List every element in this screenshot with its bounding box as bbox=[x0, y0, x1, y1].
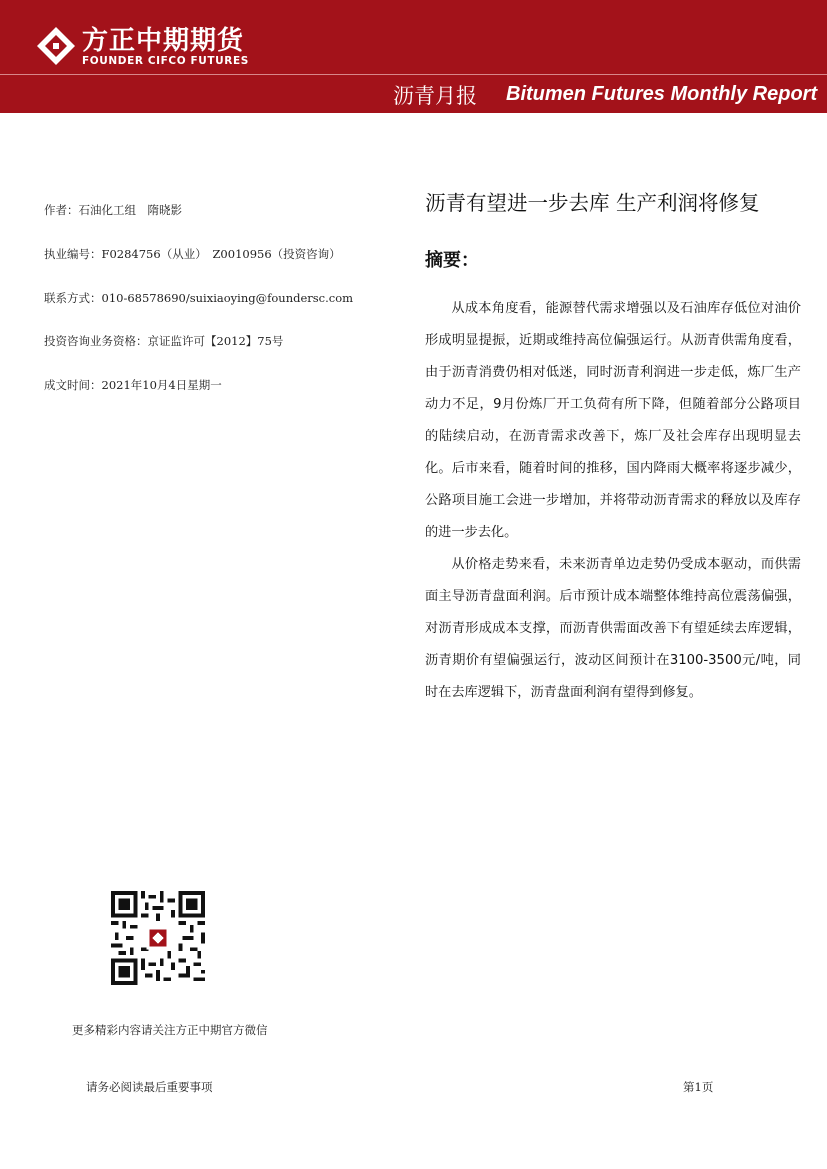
date-line: 成文时间：2021年10月4日星期一 bbox=[44, 378, 222, 392]
abstract-label: 摘要： bbox=[425, 250, 479, 271]
report-title-cn: 沥青月报 bbox=[393, 84, 477, 108]
company-name-cn: 方正中期期货 bbox=[82, 26, 245, 56]
qr-caption: 更多精彩内容请关注方正中期官方微信 bbox=[72, 1023, 268, 1037]
header-divider bbox=[0, 74, 827, 75]
page-number: 第1页 bbox=[683, 1080, 714, 1094]
article-title: 沥青有望进一步去库 生产利润将修复 bbox=[425, 191, 760, 215]
report-header bbox=[0, 0, 827, 113]
footer-disclaimer: 请务必阅读最后重要事项 bbox=[86, 1080, 213, 1094]
report-title-en: Bitumen Futures Monthly Report bbox=[506, 83, 818, 105]
abstract-body bbox=[425, 293, 801, 709]
company-logo-icon bbox=[36, 26, 76, 66]
author-line: 作者：石油化工组 隋晓影 bbox=[44, 203, 182, 217]
wechat-qr-code bbox=[111, 891, 205, 985]
contact-line: 联系方式：010-68578690/suixiaoying@foundersc.com bbox=[44, 291, 354, 305]
abstract-paragraph: 从成本角度看，能源替代需求增强以及石油库存低位对油价形成明显提振，近期或维持高位偏强运行。从沥青供需角度看，由于沥青消费仍相对低迷，同时沥青利润进一步走低，炼厂生产动力不足，9月份炼厂开工负荷有所下降，但随着部分公路项目的陆续启动，在沥青需求改善下，炼厂及社会库存出现明显去化。后市来看，随着时间的推移，国内降雨大概率将逐步减少，公路项目施工会进一步增加，并将带动沥青需求的释放以及库存的进一步去化。 bbox=[425, 301, 801, 540]
abstract-paragraph: 从价格走势来看，未来沥青单边走势仍受成本驱动，而供需面主导沥青盘面利润。后市预计成本端整体维持高位震荡偏强，对沥青形成成本支撑，而沥青供需面改善下有望延续去库逻辑，沥青期价有望偏强运行，波动区间预计在3100-3500元/吨，同时在去库逻辑下，沥青盘面利润有望得到修复。 bbox=[425, 557, 801, 700]
company-name-en: FOUNDER CIFCO FUTURES bbox=[82, 55, 249, 67]
license-line: 执业编号：F0284756（从业） Z0010956（投资咨询） bbox=[44, 247, 341, 261]
qualification-line: 投资咨询业务资格：京证监许可【2012】75号 bbox=[44, 334, 284, 348]
